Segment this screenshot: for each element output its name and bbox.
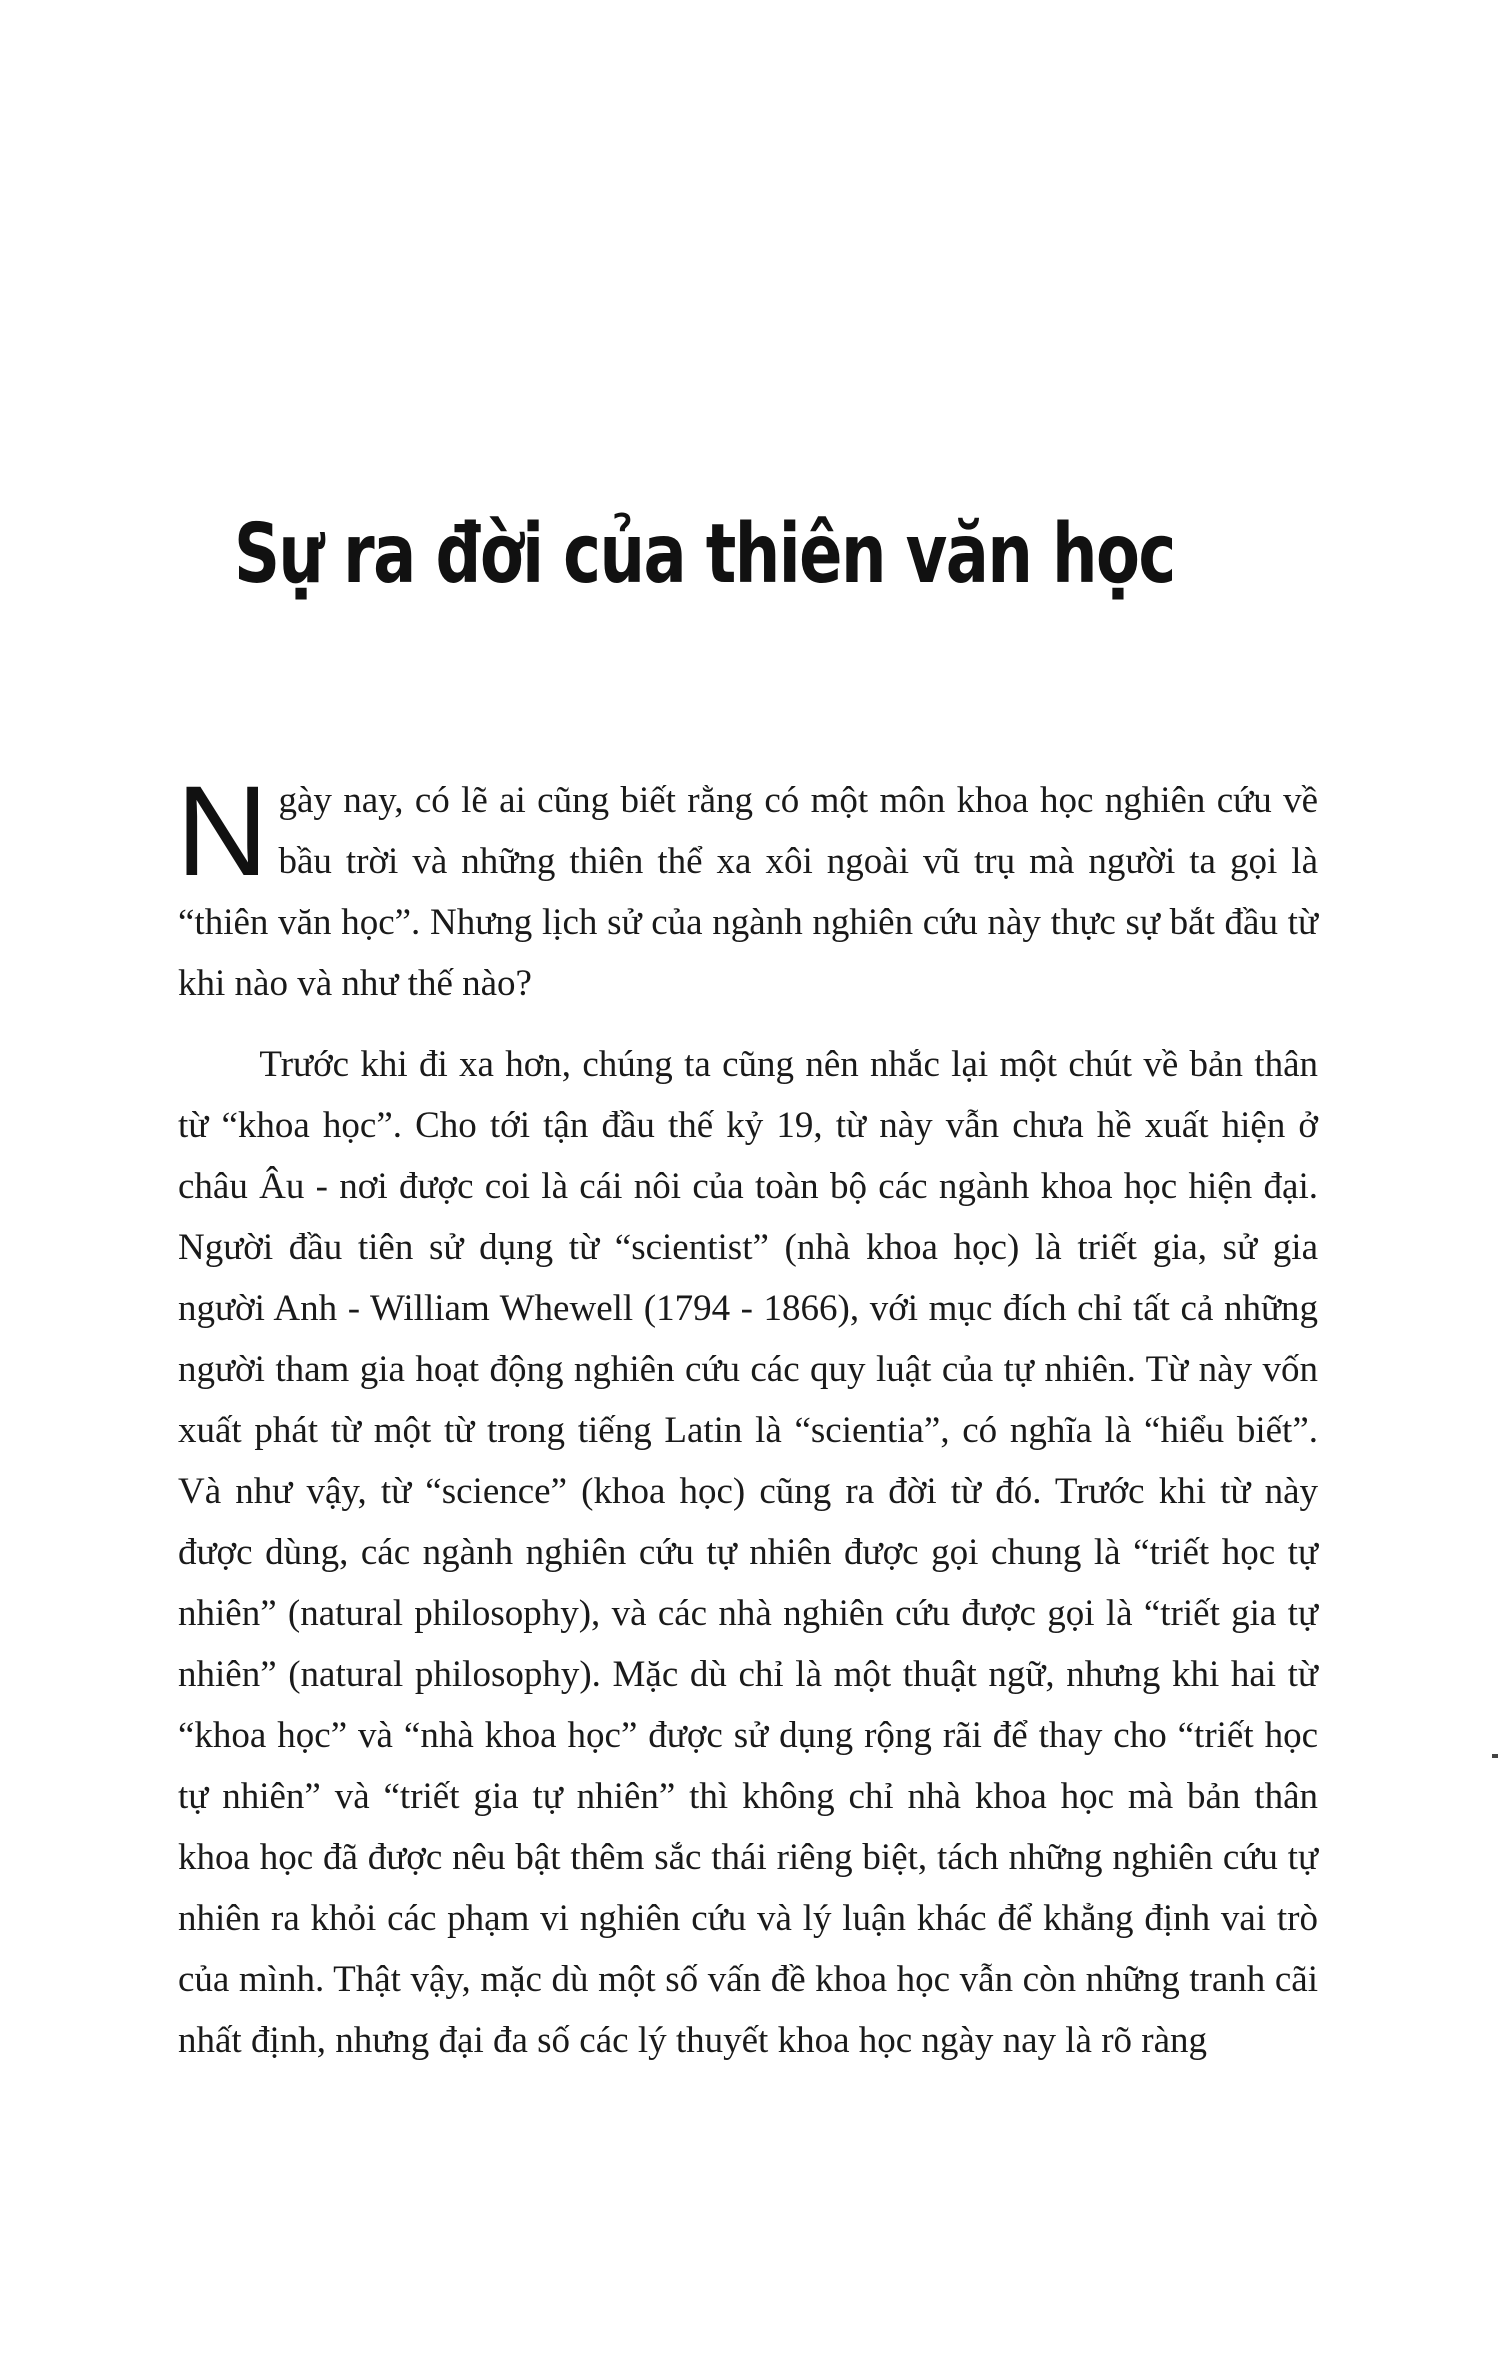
margin-mark [1492,1754,1498,1758]
paragraph-second-text: Trước khi đi xa hơn, chúng ta cũng nên nhắc lại một chút về bản thân từ “khoa học”. Cho tới tận đầu thế kỷ 19, từ này vẫn chưa hề xuất hiện ở châu Âu - nơi được coi là cái nôi của toàn bộ các ngành khoa học hiện đại. Người đầu tiên sử dụng từ “scientist” (nhà khoa học) là triết gia, sử gia người Anh - William Whewell (1794 - 1866), với mục đích chỉ tất cả những người tham gia hoạt động nghiên cứu các quy luật của tự nhiên. Từ này vốn xuất phát từ một từ trong tiếng Latin là “scientia”, có nghĩa là “hiểu biết”. Và như vậy, từ “science” (khoa học) cũng ra đời từ đó. Trước khi từ này được dùng, các ngành nghiên cứu tự nhiên được gọi chung là “triết học tự nhiên” (natural philosophy), và các nhà nghiên cứu được gọi là “triết gia tự nhiên” (natural philosophy). Mặc dù chỉ là một thuật ngữ, nhưng khi hai từ “khoa học” và “nhà khoa học” được sử dụng rộng rãi để thay cho “triết học tự nhiên” và “triết gia tự nhiên” thì không chỉ nhà khoa học mà bản thân khoa học đã được nêu bật thêm sắc thái riêng biệt, tách những nghiên cứu tự nhiên ra khỏi các phạm vi nghiên cứu và lý luận khác để khẳng định vai trò của mình. Thật vậy, mặc dù một số vấn đề khoa học vẫn còn những tranh cãi nhất định, nhưng đại đa số các lý thuyết khoa học ngày nay là rõ ràng [178,1044,1318,2061]
drop-cap: N [176,760,269,903]
chapter-title: Sự ra đời của thiên văn học [234,507,1175,602]
body-text [176,760,1318,2071]
paragraph-second [178,1034,1318,2071]
paragraph-first-text: gày nay, có lẽ ai cũng biết rằng có một môn khoa học nghiên cứu về bầu trời và những thiên thể xa xôi ngoài vũ trụ mà người ta gọi là “thiên văn học”. Nhưng lịch sử của ngành nghiên cứu này thực sự bắt đầu từ khi nào và như thế nào? [178,780,1318,1004]
paragraph-first [176,760,1318,1014]
